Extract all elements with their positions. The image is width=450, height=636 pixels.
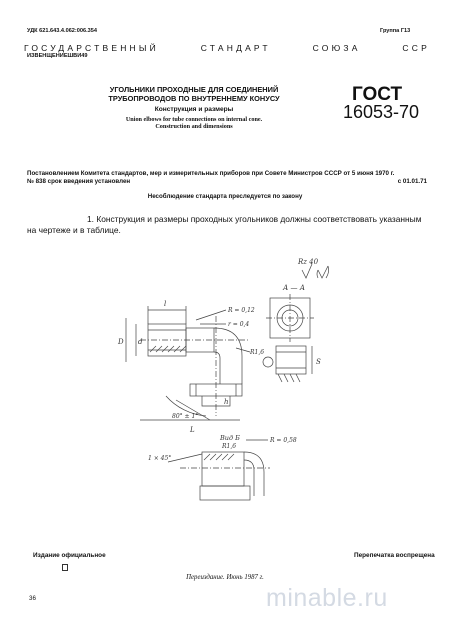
checkbox-mark bbox=[62, 564, 68, 571]
state-standard-line bbox=[24, 43, 430, 53]
title-ru-line: ТРУБОПРОВОДОВ ПО ВНУТРЕННЕМУ КОНУСУ bbox=[108, 94, 280, 104]
radius-label: R1,6 bbox=[250, 349, 265, 356]
title-en-line: Construction and dimensions bbox=[155, 123, 233, 131]
paragraph-number: 1. bbox=[87, 214, 94, 224]
roughness-mark bbox=[302, 264, 312, 278]
penalty-notice: Несоблюдение стандарта преследуется по закону bbox=[147, 193, 303, 200]
decree-date: с 01.01.71 bbox=[397, 178, 427, 186]
radius-label: r = 0,4 bbox=[228, 321, 250, 328]
page-number: 36 bbox=[29, 595, 36, 602]
state-word: ГОСУДАРСТВЕННЫЙ bbox=[24, 43, 159, 53]
gost-number: 16053-70 bbox=[343, 102, 420, 122]
decree-line: № 838 срок введения установлен bbox=[27, 178, 131, 186]
state-word: ССР bbox=[402, 43, 430, 53]
official-edition: Издание официальное bbox=[33, 552, 106, 559]
dimension-label: h bbox=[224, 398, 229, 406]
group-code: Группа Г13 bbox=[380, 28, 411, 34]
decree-row bbox=[27, 178, 427, 186]
title-en bbox=[94, 116, 294, 131]
title-ru-line: УГОЛЬНИКИ ПРОХОДНЫЕ ДЛЯ СОЕДИНЕНИЙ bbox=[109, 85, 279, 94]
udk-code: УДК 621.643.4.062:006.354 bbox=[27, 28, 98, 34]
paragraph-text: Конструкция и размеры проходных угольников должны соответствовать указанным на чертеже и в таблице. bbox=[27, 214, 422, 236]
notice-stamp: ИЗВЕНЩЕНИЕШВИ49 bbox=[27, 53, 88, 59]
radius-label: R = 0,12 bbox=[228, 307, 255, 314]
view-b bbox=[168, 452, 270, 500]
dimension-label: l bbox=[164, 300, 167, 308]
view-label: Вид Б bbox=[220, 434, 240, 442]
state-word: СТАНДАРТ bbox=[200, 43, 271, 53]
dimension-label: L bbox=[190, 426, 195, 434]
watermark: minable.ru bbox=[266, 584, 388, 612]
decree-line: Постановлением Комитета стандартов, мер и измерительных приборов при Совете Министров СССР от 5 июня 1970 г. bbox=[27, 170, 395, 177]
gost-label: ГОСТ bbox=[352, 84, 403, 105]
roughness-label: Rz 40 bbox=[298, 258, 319, 266]
subtitle-ru: Конструкция и размеры bbox=[154, 106, 234, 113]
technical-drawing bbox=[0, 240, 450, 540]
dimension-label: d bbox=[138, 338, 143, 346]
reissue-note: Переиздание. Июнь 1987 г. bbox=[186, 574, 264, 581]
reprint-prohibited: Перепечатка воспрещена bbox=[354, 552, 435, 559]
chamfer-label: 1 × 45° bbox=[148, 455, 172, 462]
radius-label: R = 0,58 bbox=[270, 437, 297, 444]
state-word: СОЮЗА bbox=[312, 43, 361, 53]
angle-label: 80° ± 1° bbox=[172, 413, 199, 420]
dimension-label: S bbox=[316, 358, 321, 366]
radius-label: R1,6 bbox=[222, 443, 237, 450]
paragraph-1 bbox=[27, 214, 429, 237]
dimension-label: D bbox=[118, 338, 124, 346]
title-ru bbox=[94, 85, 294, 104]
section-a-a bbox=[263, 294, 314, 382]
section-label: А — А bbox=[283, 284, 306, 292]
title-en-line: Union elbows for tube connections on internal cone. bbox=[125, 116, 263, 123]
decree bbox=[27, 170, 427, 187]
roughness-paren-mark bbox=[317, 266, 329, 278]
